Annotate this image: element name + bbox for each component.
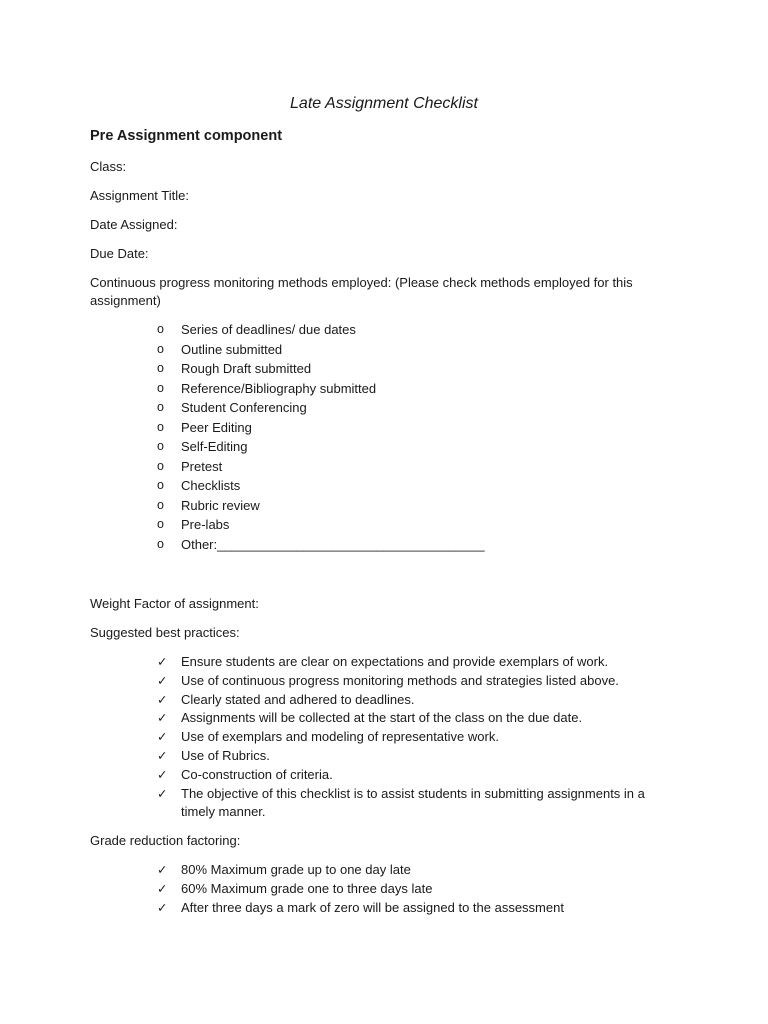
circle-bullet: o xyxy=(157,517,164,531)
checkmark-icon: ✓ xyxy=(157,748,168,763)
best-practices-label: Suggested best practices: xyxy=(90,625,240,640)
checkmark-icon: ✓ xyxy=(157,692,168,707)
method-label: Rough Draft submitted xyxy=(181,361,312,376)
circle-bullet: o xyxy=(157,341,164,356)
practice-label: Clearly stated and adhered to deadlines. xyxy=(181,691,415,707)
method-label: Reference/Bibliography submitted xyxy=(181,380,377,396)
field-due-date: Due Date: xyxy=(90,246,149,261)
practice-label: Use of continuous progress monitoring methods and strategies listed above. xyxy=(181,672,619,688)
checkmark-icon: ✓ xyxy=(157,655,168,669)
practice-label: Ensure students are clear on expectations and provide exemplars of work. xyxy=(181,654,609,669)
circle-bullet: o xyxy=(157,439,164,453)
checkmark-icon: ✓ xyxy=(157,900,168,915)
checkmark-icon: ✓ xyxy=(157,863,168,877)
circle-bullet: o xyxy=(157,400,164,414)
method-label: Pretest xyxy=(181,458,223,474)
circle-bullet: o xyxy=(157,497,164,512)
method-other-blank: Other:_____________________________________ xyxy=(181,536,485,552)
circle-bullet: o xyxy=(157,380,164,395)
circle-bullet: o xyxy=(157,458,164,473)
method-label: Peer Editing xyxy=(181,419,252,435)
grade-reduction-label: Grade reduction factoring: xyxy=(90,833,241,848)
checkmark-icon: ✓ xyxy=(157,767,168,782)
checkmark-icon: ✓ xyxy=(157,730,168,745)
circle-bullet: o xyxy=(157,536,164,551)
method-label: Self-Editing xyxy=(181,439,248,454)
field-date-assigned: Date Assigned: xyxy=(90,217,178,232)
field-class: Class: xyxy=(90,159,127,174)
checkmark-icon: ✓ xyxy=(157,881,168,896)
grade-rule-label: After three days a mark of zero will be assigned to the assessment xyxy=(181,899,564,915)
circle-bullet: o xyxy=(157,322,164,336)
grade-rule-label: 60% Maximum grade one to three days late xyxy=(181,880,433,896)
practice-label: Use of exemplars and modeling of representative work. xyxy=(181,729,499,745)
checkmark-icon: ✓ xyxy=(157,786,168,801)
document-title: Late Assignment Checklist xyxy=(290,95,478,112)
method-label: Series of deadlines/ due dates xyxy=(181,322,356,337)
checkmark-icon: ✓ xyxy=(157,673,168,688)
field-assignment-title: Assignment Title: xyxy=(90,188,189,203)
method-label: Pre-labs xyxy=(181,517,230,532)
method-label: Outline submitted xyxy=(181,341,283,357)
practice-label: The objective of this checklist is to assist students in submitting assignments in a timely manner. xyxy=(181,785,645,820)
method-label: Checklists xyxy=(181,478,241,493)
method-label: Rubric review xyxy=(181,497,260,513)
monitoring-prompt: Continuous progress monitoring methods employed: (Please check methods employed for this assignment) xyxy=(90,275,633,308)
grade-rule-label: 80% Maximum grade up to one day late xyxy=(181,862,411,877)
practice-label: Co-construction of criteria. xyxy=(181,766,333,782)
section-heading: Pre Assignment component xyxy=(90,128,283,144)
practice-label: Assignments will be collected at the start of the class on the due date. xyxy=(181,710,583,726)
circle-bullet: o xyxy=(157,419,164,434)
circle-bullet: o xyxy=(157,478,164,492)
practice-label: Use of Rubrics. xyxy=(181,747,270,763)
weight-factor-label: Weight Factor of assignment: xyxy=(90,596,259,611)
method-label: Student Conferencing xyxy=(181,400,307,415)
circle-bullet: o xyxy=(157,361,164,375)
checkmark-icon: ✓ xyxy=(157,711,168,726)
